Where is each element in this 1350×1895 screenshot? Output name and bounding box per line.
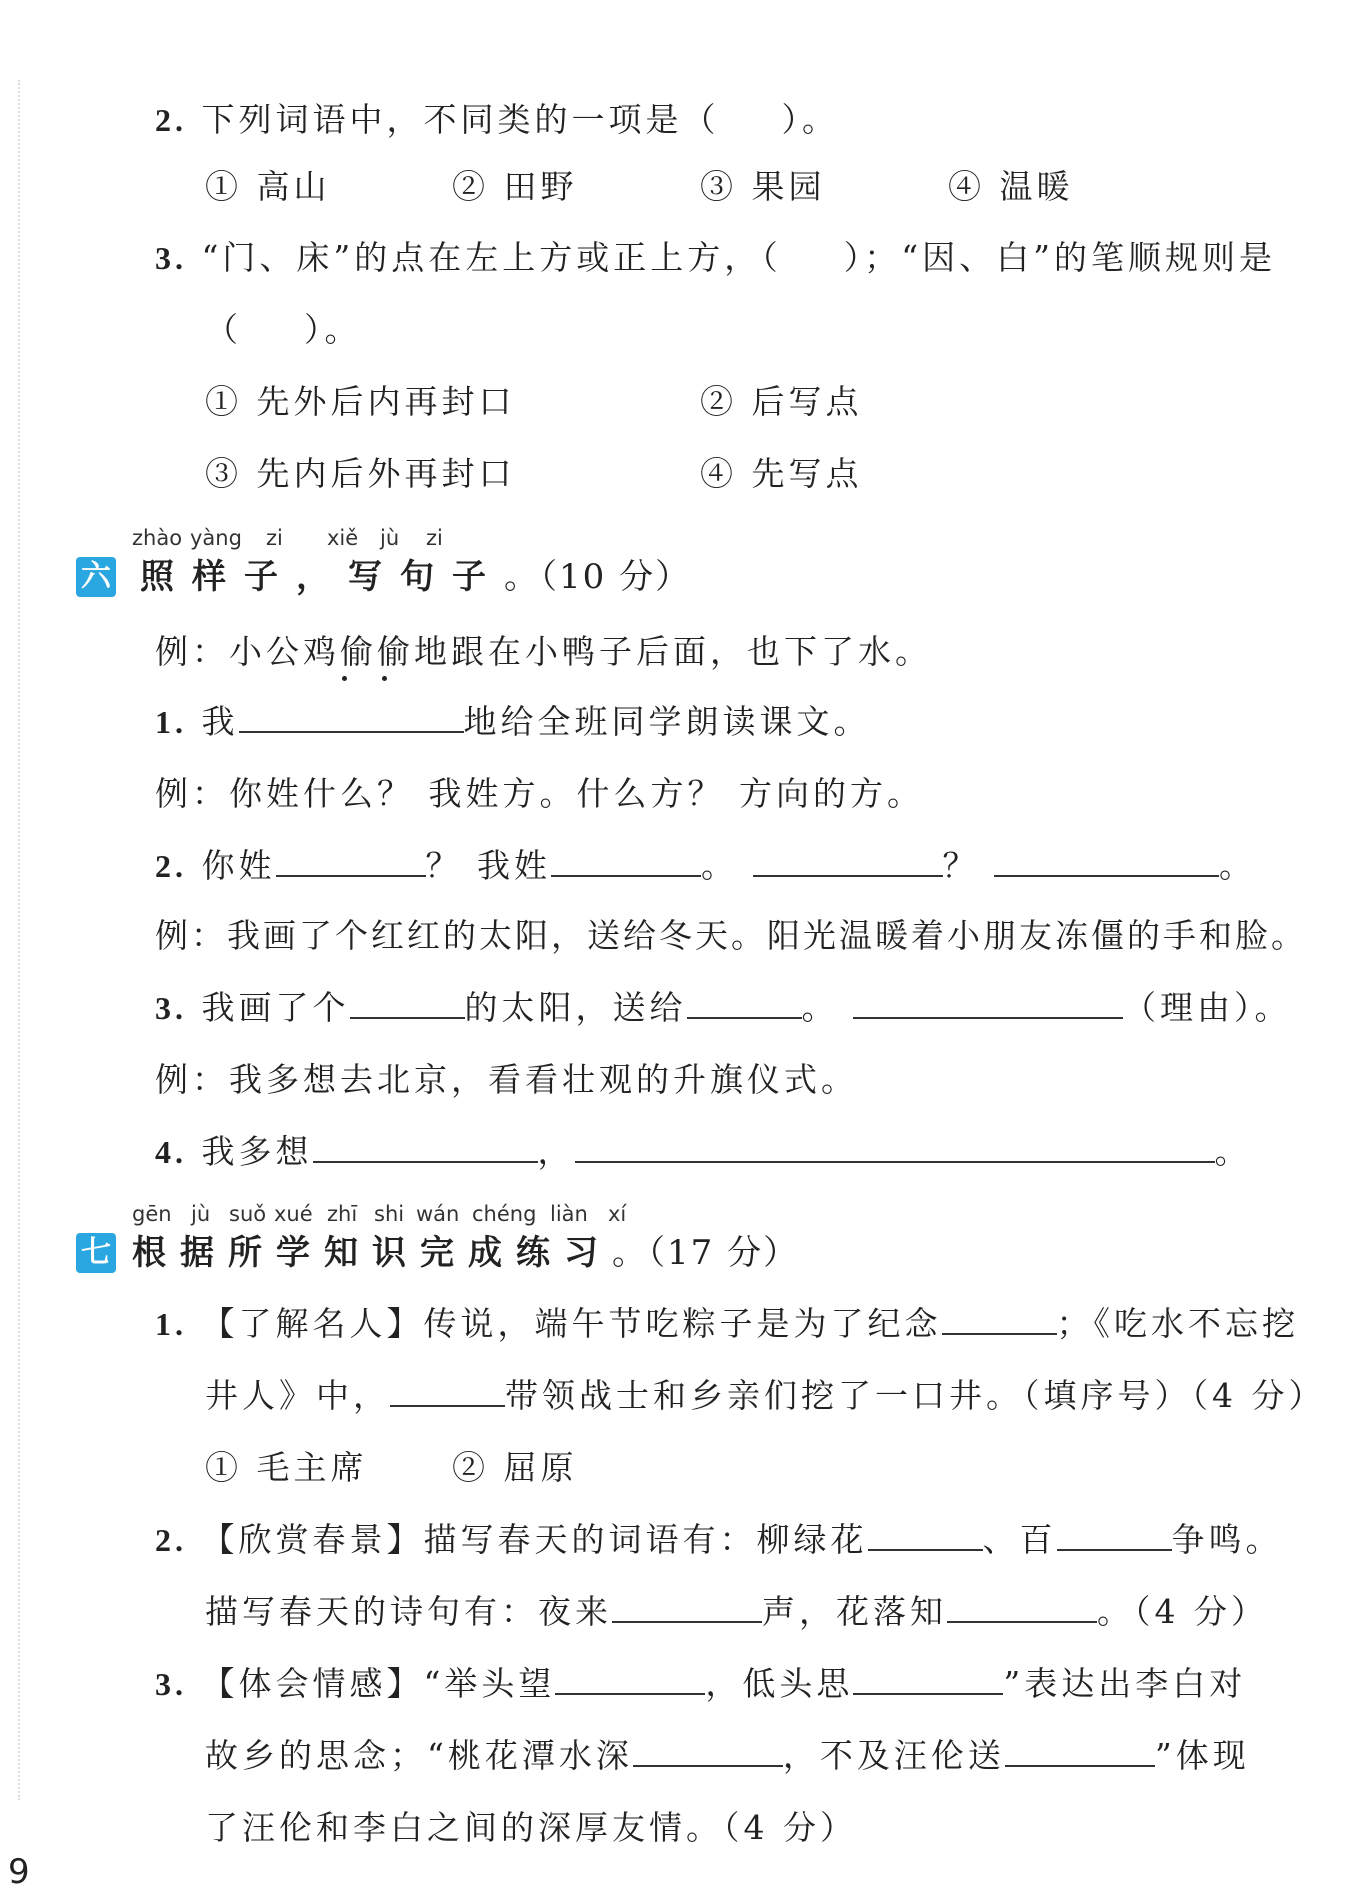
s7-question-3: 3. 【体会情感】“举头望 ，低头思 ”表达出李白对	[155, 1664, 1247, 1703]
pinyin: suǒ	[229, 1202, 267, 1226]
pinyin: wán	[416, 1202, 460, 1226]
answer-blank[interactable]	[994, 845, 1219, 877]
pinyin: jù	[191, 1202, 211, 1226]
answer-blank[interactable]	[276, 845, 426, 877]
answer-blank[interactable]	[868, 1519, 983, 1551]
answer-blank[interactable]	[947, 1591, 1097, 1623]
pinyin: zi	[266, 526, 283, 550]
question-3-line2: （ ）。	[205, 310, 362, 349]
section-6-icon: 六	[76, 557, 116, 597]
s7-q1-option-2: ② 屈原	[452, 1448, 578, 1487]
answer-blank[interactable]	[942, 1303, 1057, 1335]
q2-option-3: ③ 果园	[700, 167, 826, 206]
q3-option-1: ① 先外后内再封口	[205, 382, 516, 421]
answer-blank[interactable]	[853, 987, 1123, 1019]
q3-option-2: ② 后写点	[700, 382, 863, 421]
example-4: 例：我多想去北京，看看壮观的升旗仪式。	[155, 1060, 858, 1099]
s7-question-1: 1. 【了解名人】传说，端午节吃粽子是为了纪念 ；《吃水不忘挖	[155, 1304, 1299, 1343]
q3-option-3: ③ 先内后外再封口	[205, 454, 516, 493]
answer-blank[interactable]	[1057, 1519, 1172, 1551]
answer-blank[interactable]	[687, 987, 802, 1019]
pinyin: xué	[274, 1202, 313, 1226]
example-3: 例：我画了个红红的太阳，送给冬天。阳光温暖着小朋友冻僵的手和脸。	[155, 916, 1307, 955]
pinyin: zhào	[132, 526, 183, 550]
section-7-title: 根据所学知识完成练习。（17 分）	[132, 1233, 800, 1273]
answer-blank[interactable]	[350, 987, 465, 1019]
s7-q1-option-1: ① 毛主席	[205, 1448, 368, 1487]
answer-blank[interactable]	[551, 845, 701, 877]
binding-margin-line	[18, 80, 20, 1800]
answer-blank[interactable]	[612, 1591, 762, 1623]
s6-question-2: 2. 你姓 ？ 我姓 。 ？ 。	[155, 846, 1256, 885]
pinyin: chéng	[472, 1202, 537, 1226]
s7-question-1-line2: 井人》中， 带领战士和乡亲们挖了一口井。（填序号）（4 分）	[205, 1376, 1326, 1415]
answer-blank[interactable]	[239, 701, 464, 733]
q2-option-4: ④ 温暖	[948, 167, 1074, 206]
pinyin: liàn	[550, 1202, 588, 1226]
pinyin: jù	[380, 526, 400, 550]
q2-option-2: ② 田野	[452, 167, 578, 206]
pinyin: gēn	[132, 1202, 172, 1226]
answer-blank[interactable]	[313, 1131, 538, 1163]
example-1: 例：小公鸡偷偷地跟在小鸭子后面，也下了水。	[155, 632, 932, 671]
answer-blank[interactable]	[633, 1735, 783, 1767]
page-number: 9	[8, 1852, 30, 1892]
section-7-icon: 七	[76, 1233, 116, 1273]
emphasis-dot	[382, 676, 387, 681]
answer-blank[interactable]	[853, 1663, 1003, 1695]
q3-option-4: ④ 先写点	[700, 454, 863, 493]
pinyin: zi	[426, 526, 443, 550]
answer-blank[interactable]	[753, 845, 943, 877]
s6-question-4: 4. 我多想 ， 。	[155, 1132, 1252, 1171]
pinyin: zhī	[327, 1202, 358, 1226]
s7-question-2-line2: 描写春天的诗句有：夜来 声，花落知 。（4 分）	[205, 1592, 1268, 1631]
answer-blank[interactable]	[390, 1375, 505, 1407]
s7-question-3-line2: 故乡的思念；“桃花潭水深 ，不及汪伦送 ”体现	[205, 1736, 1250, 1775]
answer-blank[interactable]	[1005, 1735, 1155, 1767]
pinyin: xí	[608, 1202, 627, 1226]
s6-question-1: 1. 我 地给全班同学朗读课文。	[155, 702, 871, 741]
pinyin: xiě	[327, 526, 359, 550]
answer-blank[interactable]	[555, 1663, 705, 1695]
q2-option-1: ① 高山	[205, 167, 331, 206]
answer-blank[interactable]	[575, 1131, 1215, 1163]
emphasis-dot	[342, 676, 347, 681]
pinyin: shi	[374, 1202, 405, 1226]
example-2: 例：你姓什么？ 我姓方。什么方？ 方向的方。	[155, 774, 924, 813]
s7-question-3-line3: 了汪伦和李白之间的深厚友情。（4 分）	[205, 1808, 857, 1847]
pinyin: yàng	[190, 526, 242, 550]
s6-question-3: 3. 我画了个 的太阳，送给 。 （理由）。	[155, 988, 1292, 1027]
s7-question-2: 2. 【欣赏春景】描写春天的词语有：柳绿花 、百 争鸣。	[155, 1520, 1283, 1559]
question-3: 3. “门、床”的点在左上方或正上方，（ ）；“因、白”的笔顺规则是	[155, 238, 1276, 277]
question-2: 2. 下列词语中，不同类的一项是（ ）。	[155, 100, 839, 139]
section-6-title: 照样子，写句子。（10 分）	[140, 557, 692, 597]
